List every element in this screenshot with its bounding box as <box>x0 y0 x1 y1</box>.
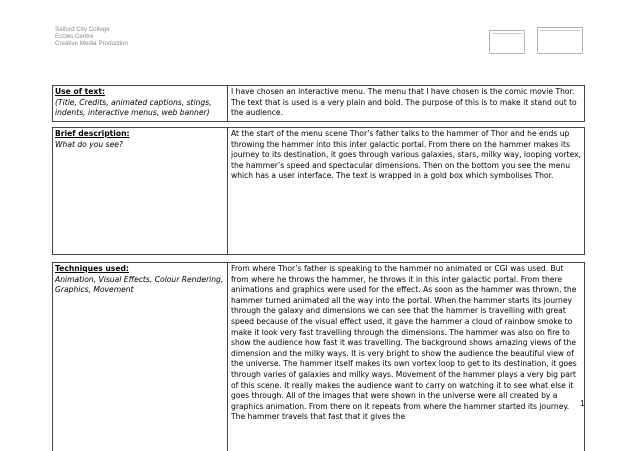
brief-description-table <box>52 127 585 255</box>
techniques-used-hint: Animation, Visual Effects, Colour Rendering, Graphics, Movement <box>55 274 224 295</box>
use-of-text-answer: I have chosen an interactive menu. The menu that I have chosen is the comic movie Thor. The text that is used is a very plain and bold. The purpose of this is to make it stand out to the audience. <box>231 87 577 118</box>
page-number: 1 <box>580 399 585 408</box>
techniques-used-label-cell <box>53 263 228 451</box>
logo-placeholder-left <box>489 30 525 54</box>
logo-placeholder-right <box>537 27 583 54</box>
techniques-used-answer: From where Thor’s father is speaking to the hammer no animated or CGI was used. But from where he throws the hammer, he throws it in this inter galactic portal. From there animations and graphics were used for the effect. As soon as the hammer was thrown, the hammer turned animated all the way into the portal. When the hammer starts its journey through the galaxy and dimensions we can see that the hammer is travelling with great speed because of the visual effect used, it gave the hammer a cloud of rainbow smoke to make it look very fast travelling through the dimensions. The hammer was also on fire to show the audience how fast it was travelling. The background shows amazing views of the dimension and the milky ways. It is very bright to show the audience the beautiful view of the universe. The hammer itself makes its own vortex loop to get to its destination, it goes through varies of galaxies and milky ways. Movement of the hammer plays a very big part of this scene. It really makes the audience want to carry on watching it to see what else it goes through. All of the images that were shown in the universe were all created by a graphics animation. From there on it repeats from where the hammer started its journey. The hammer travels that fast that it gives the <box>231 264 577 422</box>
brief-description-hint: What do you see? <box>55 139 123 149</box>
use-of-text-label-cell <box>53 86 228 121</box>
techniques-used-label: Techniques used: <box>55 264 129 273</box>
document-header <box>55 26 128 48</box>
header-college: Salford City College <box>55 26 110 33</box>
brief-description-answer: At the start of the menu scene Thor’s father talks to the hammer of Thor and he ends up throwing the hammer into this inter galactic portal. From there on the hammer makes its journey to its destination, it goes through various galaxies, stars, milky way, looping vortex, the hammer’s speed and spectacular dimensions. Then on the bottom you see the menu which has a user interface. The text is wrapped in a gold box which symbolises Thor. <box>231 129 581 181</box>
use-of-text-label: Use of text: <box>55 87 105 96</box>
brief-description-label-cell <box>53 128 228 254</box>
use-of-text-table <box>52 85 585 122</box>
techniques-used-table <box>52 262 585 451</box>
use-of-text-hint: (Title, Credits, animated captions, stings, indents, interactive menus, web banner) <box>55 97 212 118</box>
brief-description-label: Brief description: <box>55 129 130 138</box>
header-course: Creative Media Production <box>55 40 128 48</box>
header-centre: Eccles Centre <box>55 33 94 41</box>
